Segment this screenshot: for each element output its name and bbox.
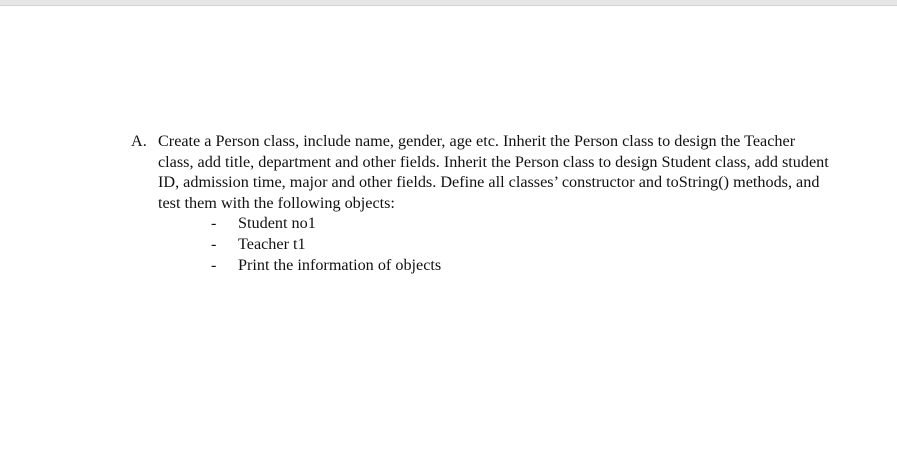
list-item-a	[131, 131, 831, 213]
dash-marker: -	[211, 214, 217, 233]
dash-marker: -	[211, 255, 217, 274]
toolbar-edge	[0, 0, 897, 6]
assignment-text: Create a Person class, include name, gender, age etc. Inherit the Person class to design the Teacher class, add title, department and other fields. Inherit the Person class to design Student class, add student ID, admission time, major and other fields. Define all classes’ constructor and toString() methods, and test them with the following objects:	[158, 132, 829, 212]
bullet-text: Teacher t1	[238, 234, 306, 253]
dash-marker: -	[211, 234, 217, 253]
bullet-teacher	[211, 234, 831, 255]
bullet-print	[211, 255, 831, 276]
list-marker: A.	[131, 132, 147, 150]
bullet-student	[211, 213, 831, 234]
document-body	[131, 131, 831, 275]
bullet-text: Print the information of objects	[238, 255, 442, 274]
bullet-text: Student no1	[238, 214, 316, 233]
objects-list	[131, 213, 831, 275]
